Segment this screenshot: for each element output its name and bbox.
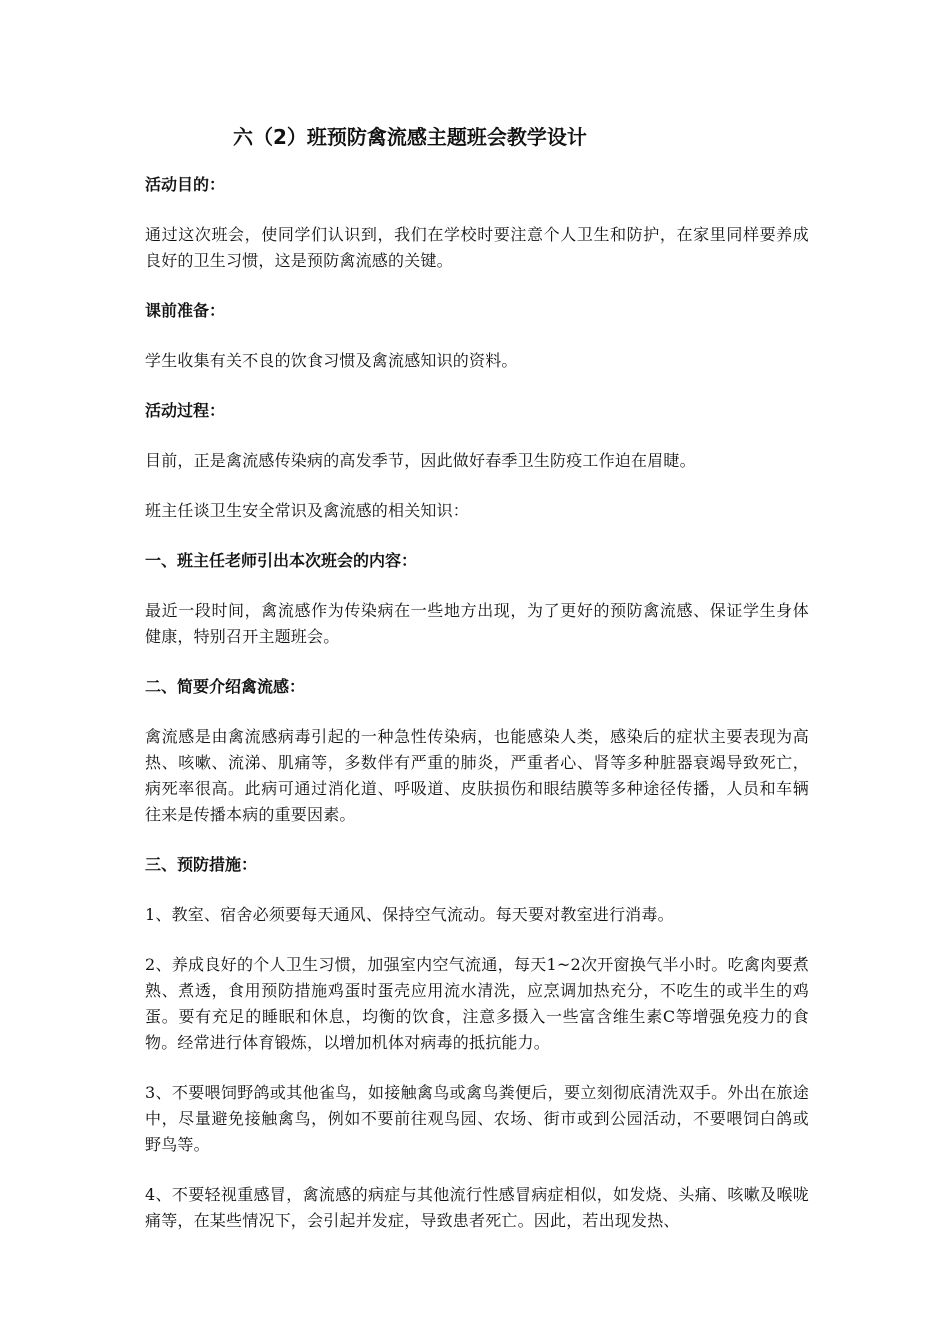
part3-heading: 三、预防措施： <box>145 855 258 874</box>
measure-2-paragraph: 2、养成良好的个人卫生习惯，加强室内空气流通，每天1~2次开窗换气半小时。吃禽肉要煮熟、煮透，食用预防措施鸡蛋时蛋壳应用流水清洗，应烹调加热充分，不吃生的或半生的鸡蛋。要有充足的睡眠和休息，均衡的饮食，注意多摄入一些富含维生素C等增强免疫力的食物。经常进行体育锻炼，以增加机体对病毒的抵抗能力。 <box>145 955 809 1052</box>
measure-3-paragraph: 3、不要喂饲野鸽或其他雀鸟，如接触禽鸟或禽鸟粪便后，要立刻彻底清洗双手。外出在旅途中，尽量避免接触禽鸟，例如不要前往观鸟园、农场、街市或到公园活动，不要喂饲白鸽或野鸟等。 <box>145 1083 809 1154</box>
part2-paragraph: 禽流感是由禽流感病毒引起的一种急性传染病，也能感染人类，感染后的症状主要表现为高热、咳嗽、流涕、肌痛等，多数伴有严重的肺炎，严重者心、肾等多种脏器衰竭导致死亡，病死率很高。此病可通过消化道、呼吸道、皮肤损伤和眼结膜等多种途径传播，人员和车辆往来是传播本病的重要因素。 <box>145 727 809 824</box>
process-paragraph-1: 目前，正是禽流感传染病的高发季节，因此做好春季卫生防疫工作迫在眉睫。 <box>145 451 696 470</box>
part1-paragraph: 最近一段时间，禽流感作为传染病在一些地方出现，为了更好的预防禽流感、保证学生身体健康，特别召开主题班会。 <box>145 601 809 646</box>
process-paragraph-2: 班主任谈卫生安全常识及禽流感的相关知识： <box>145 501 470 520</box>
prep-paragraph: 学生收集有关不良的饮食习惯及禽流感知识的资料。 <box>145 351 518 370</box>
process-heading: 活动过程： <box>145 401 226 420</box>
measure-1-paragraph: 1、教室、宿舍必须要每天通风、保持空气流动。每天要对教室进行消毒。 <box>145 905 674 924</box>
purpose-heading: 活动目的： <box>145 175 226 194</box>
document-body <box>145 122 809 1234</box>
purpose-paragraph: 通过这次班会，使同学们认识到，我们在学校时要注意个人卫生和防护，在家里同样要养成良好的卫生习惯，这是预防禽流感的关键。 <box>145 225 809 270</box>
document-title: 六（2）班预防禽流感主题班会教学设计 <box>233 125 587 149</box>
prep-heading: 课前准备： <box>145 301 226 320</box>
part1-heading: 一、班主任老师引出本次班会的内容： <box>145 551 418 570</box>
part2-heading: 二、简要介绍禽流感： <box>145 677 306 696</box>
measure-4-paragraph: 4、不要轻视重感冒，禽流感的病症与其他流行性感冒病症相似，如发烧、头痛、咳嗽及喉咙痛等，在某些情况下，会引起并发症，导致患者死亡。因此，若出现发热、 <box>145 1185 809 1230</box>
